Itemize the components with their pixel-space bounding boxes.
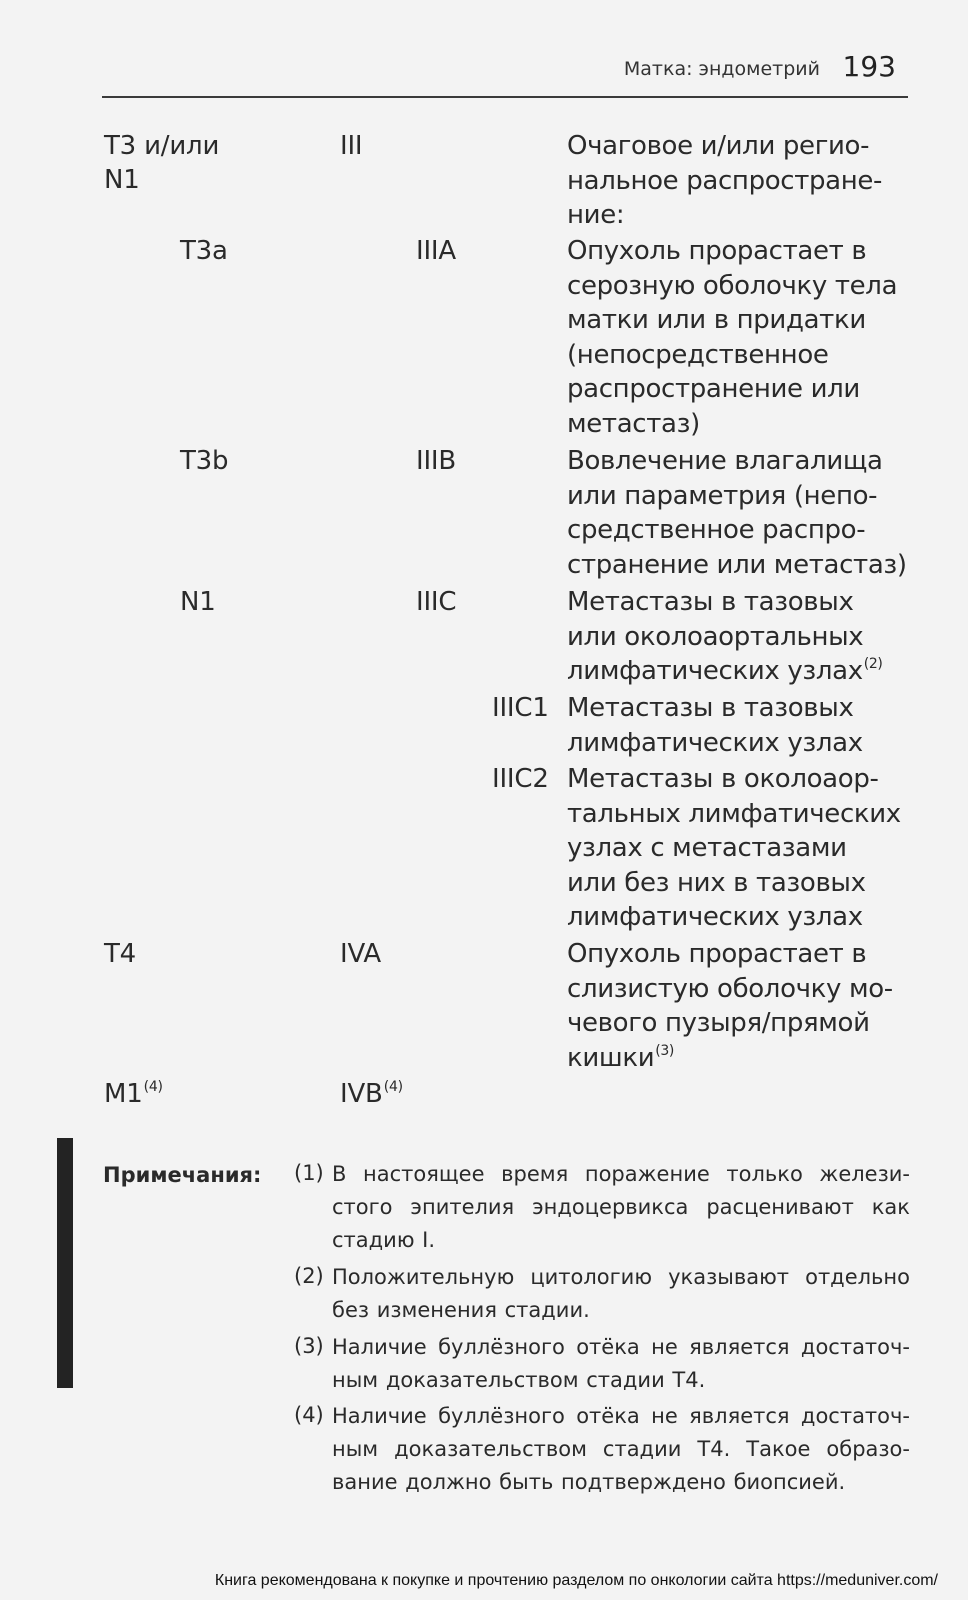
description-line: или околоаортальных bbox=[567, 621, 864, 652]
description-line: лимфатических узлах bbox=[567, 727, 863, 758]
description-line: или параметрия (непо- bbox=[567, 480, 878, 511]
description-line: матки или в придатки bbox=[567, 305, 866, 335]
note-line: ным доказательством стадии T4. bbox=[332, 1368, 706, 1392]
stage-description bbox=[567, 129, 917, 233]
description-line: Опухоль прорастает в bbox=[567, 236, 867, 266]
note-line: стадию I. bbox=[332, 1228, 436, 1252]
figo-stage bbox=[340, 1077, 403, 1116]
description-line: Метастазы в тазовых bbox=[567, 587, 854, 617]
tnm-category-continued: N1 bbox=[104, 165, 140, 195]
note-number: (3) bbox=[294, 1334, 324, 1358]
note-line: В настоящее время поражение только желези- bbox=[332, 1162, 910, 1186]
description-line: кишки bbox=[567, 1042, 655, 1073]
page-number: 193 bbox=[842, 50, 896, 83]
footer-note: Книга рекомендована к покупке и прочтению разделом по онкологии сайта https://meduniver.com/ bbox=[214, 1572, 938, 1589]
sidebar-marker-bar bbox=[57, 1138, 73, 1388]
notes-heading: Примечания: bbox=[103, 1163, 262, 1187]
note-text bbox=[332, 1331, 910, 1397]
description-line: слизистую оболочку мо- bbox=[567, 973, 893, 1004]
description-line: ние: bbox=[567, 200, 625, 230]
tnm-category: T3 и/или bbox=[104, 131, 220, 161]
figo-stage: IIIC bbox=[416, 587, 457, 617]
description-line: Очаговое и/или регио- bbox=[567, 131, 870, 161]
footnote-ref: (4) bbox=[383, 1079, 403, 1095]
tnm-category: N1 bbox=[180, 587, 216, 617]
tnm-category-label: M1 bbox=[104, 1079, 143, 1109]
description-line: Опухоль прорастает в bbox=[567, 939, 867, 969]
description-line: узлах с метастазами bbox=[567, 833, 847, 863]
description-line: Вовлечение влагалища bbox=[567, 446, 883, 476]
tnm-category: T3b bbox=[180, 446, 229, 476]
note-text bbox=[332, 1158, 910, 1257]
figo-stage: IIIB bbox=[416, 446, 457, 476]
stage-description bbox=[567, 762, 917, 935]
figo-stage-label: IVB bbox=[340, 1079, 383, 1109]
description-line: Метастазы в околоаор- bbox=[567, 764, 879, 794]
tnm-category: T4 bbox=[104, 939, 137, 969]
figo-stage: III bbox=[340, 131, 363, 161]
figo-stage: IVA bbox=[340, 939, 381, 969]
stage-description bbox=[567, 585, 917, 693]
note-line: вание должно быть подтверждено биопсией. bbox=[332, 1470, 846, 1494]
note-line: ным доказательством стадии T4. Такое образо- bbox=[332, 1437, 910, 1461]
note-number: (2) bbox=[294, 1264, 324, 1288]
stage-description bbox=[567, 691, 917, 760]
description-line: чевого пузыря/прямой bbox=[567, 1008, 870, 1038]
note-text bbox=[332, 1400, 910, 1499]
description-line: метастаз) bbox=[567, 408, 700, 439]
description-line: лимфатических узлах bbox=[567, 902, 863, 932]
note-number: (4) bbox=[294, 1403, 324, 1427]
stage-description bbox=[567, 444, 917, 582]
figo-stage: IIIA bbox=[416, 236, 456, 266]
figo-substage: IIIC2 bbox=[492, 764, 549, 794]
description-line: серозную оболочку тела bbox=[567, 270, 898, 301]
footnote-ref: (4) bbox=[143, 1079, 163, 1095]
stage-description bbox=[567, 937, 917, 1079]
running-header-title: Матка: эндометрий bbox=[623, 58, 820, 80]
footnote-ref: (2) bbox=[863, 656, 883, 672]
note-number: (1) bbox=[294, 1161, 324, 1185]
note-line: стого эпителия эндоцервикса расценивают как bbox=[332, 1195, 910, 1219]
tnm-category bbox=[104, 1077, 163, 1116]
footnote-ref: (3) bbox=[655, 1042, 675, 1059]
description-line: или без них в тазовых bbox=[567, 867, 866, 898]
description-line: лимфатических узлах bbox=[567, 656, 863, 686]
note-line: Наличие буллёзного отёка не является достаточ- bbox=[332, 1335, 910, 1359]
note-line: Положительную цитологию указывают отдельно bbox=[332, 1265, 910, 1289]
description-line: (непосредственное bbox=[567, 339, 829, 370]
description-line: Метастазы в тазовых bbox=[567, 693, 854, 723]
header-rule bbox=[102, 96, 908, 98]
description-line: тальных лимфатических bbox=[567, 798, 901, 829]
note-line: без изменения стадии. bbox=[332, 1298, 590, 1322]
note-text bbox=[332, 1261, 910, 1327]
description-line: нальное распростране- bbox=[567, 165, 883, 196]
description-line: странение или метастаз) bbox=[567, 549, 907, 580]
tnm-category: T3a bbox=[180, 236, 228, 266]
description-line: средственное распро- bbox=[567, 515, 866, 545]
figo-substage: IIIC1 bbox=[492, 693, 549, 723]
note-line: Наличие буллёзного отёка не является достаточ- bbox=[332, 1404, 910, 1428]
stage-description bbox=[567, 234, 917, 441]
description-line: распространение или bbox=[567, 374, 860, 404]
